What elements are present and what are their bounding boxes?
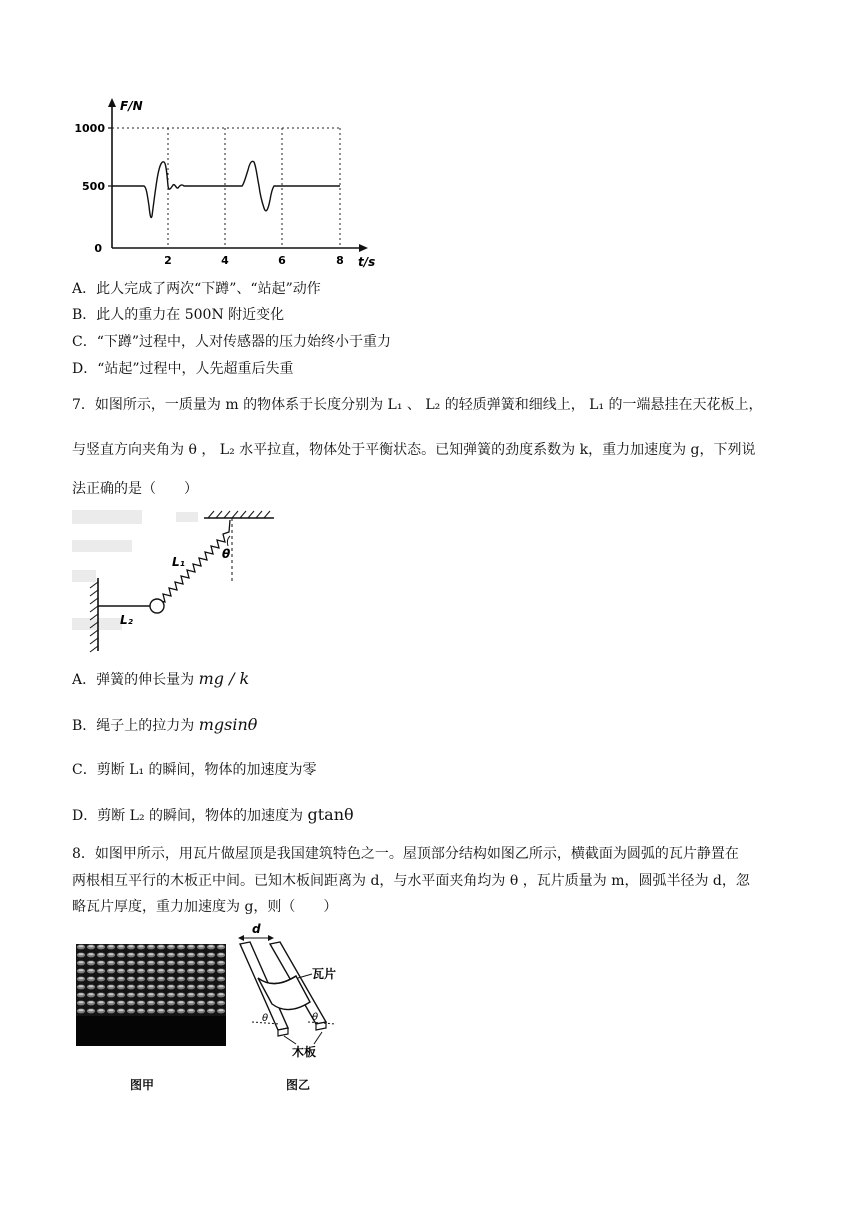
q7-option-c: C．剪断 L₁ 的瞬间，物体的加速度为零 <box>72 762 317 778</box>
x-tick-4: 4 <box>221 254 229 267</box>
theta-arc <box>227 536 230 546</box>
x-tick-6: 6 <box>278 254 286 267</box>
q8-stem-line-1: 8．如图甲所示，用瓦片做屋顶是我国建筑特色之一。屋顶部分结构如图乙所示，横截面为圆弧的瓦片静置在 <box>72 846 739 862</box>
label-theta-right: θ <box>312 1012 319 1023</box>
q7-option-a: A．弹簧的伸长量为 mg / k <box>72 669 250 688</box>
label-d: d <box>252 922 261 936</box>
tile-board-diagram <box>230 918 360 1058</box>
q7-stem-line-2: 与竖直方向夹角为 θ ， L₂ 水平拉直，物体处于平衡状态。已知弹簧的劲度系数为 k，重力加速度为 g，下列说 <box>72 442 756 458</box>
caption-jia: 图甲 <box>130 1078 155 1092</box>
label-theta: θ <box>222 547 231 561</box>
x-tick-8: 8 <box>336 254 344 267</box>
q6-option-c: C．“下蹲”过程中，人对传感器的压力始终小于重力 <box>72 334 392 350</box>
label-theta-left: θ <box>262 1013 269 1024</box>
q8-stem-line-3: 略瓦片厚度，重力加速度为 g，则（ ） <box>72 899 338 915</box>
y-tick-1000: 1000 <box>74 122 105 135</box>
label-tile: 瓦片 <box>312 967 337 981</box>
y-tick-500: 500 <box>82 180 105 193</box>
q7-stem-line-1: 7．如图所示，一质量为 m 的物体系于长度分别为 L₁ 、 L₂ 的轻质弹簧和细线上， L₁ 的一端悬挂在天花板上， <box>72 397 763 413</box>
q6-option-a: A．此人完成了两次“下蹲”、“站起”动作 <box>72 281 321 297</box>
y-axis-arrow <box>108 98 116 107</box>
roof-tile-photo <box>76 944 226 1046</box>
mass-ball <box>150 599 164 613</box>
force-curve <box>112 161 340 217</box>
q7-option-d: D．剪断 L₂ 的瞬间，物体的加速度为 gtanθ <box>72 805 354 824</box>
caption-yi: 图乙 <box>286 1078 311 1092</box>
x-axis-arrow <box>359 244 368 252</box>
q7-stem-line-3: 法正确的是（ ） <box>72 481 198 497</box>
force-time-graph <box>72 96 392 272</box>
label-L1: L₁ <box>172 555 185 569</box>
x-axis-label: t/s <box>358 255 376 269</box>
label-board: 木板 <box>292 1045 317 1058</box>
label-L2: L₂ <box>120 613 133 627</box>
y-tick-0: 0 <box>94 242 102 255</box>
x-tick-2: 2 <box>164 254 172 267</box>
q6-option-d: D．“站起”过程中，人先超重后失重 <box>72 361 294 377</box>
q7-spring-figure <box>68 506 283 656</box>
y-axis-label: F/N <box>120 99 143 113</box>
q8-stem-line-2: 两根相互平行的木板正中间。已知木板间距离为 d，与水平面夹角均为 θ ，瓦片质量为 m，圆弧半径为 d，忽 <box>72 873 750 889</box>
q6-option-b: B．此人的重力在 500N 附近变化 <box>72 307 285 323</box>
q7-option-b: B．绳子上的拉力为 mgsinθ <box>72 715 258 734</box>
